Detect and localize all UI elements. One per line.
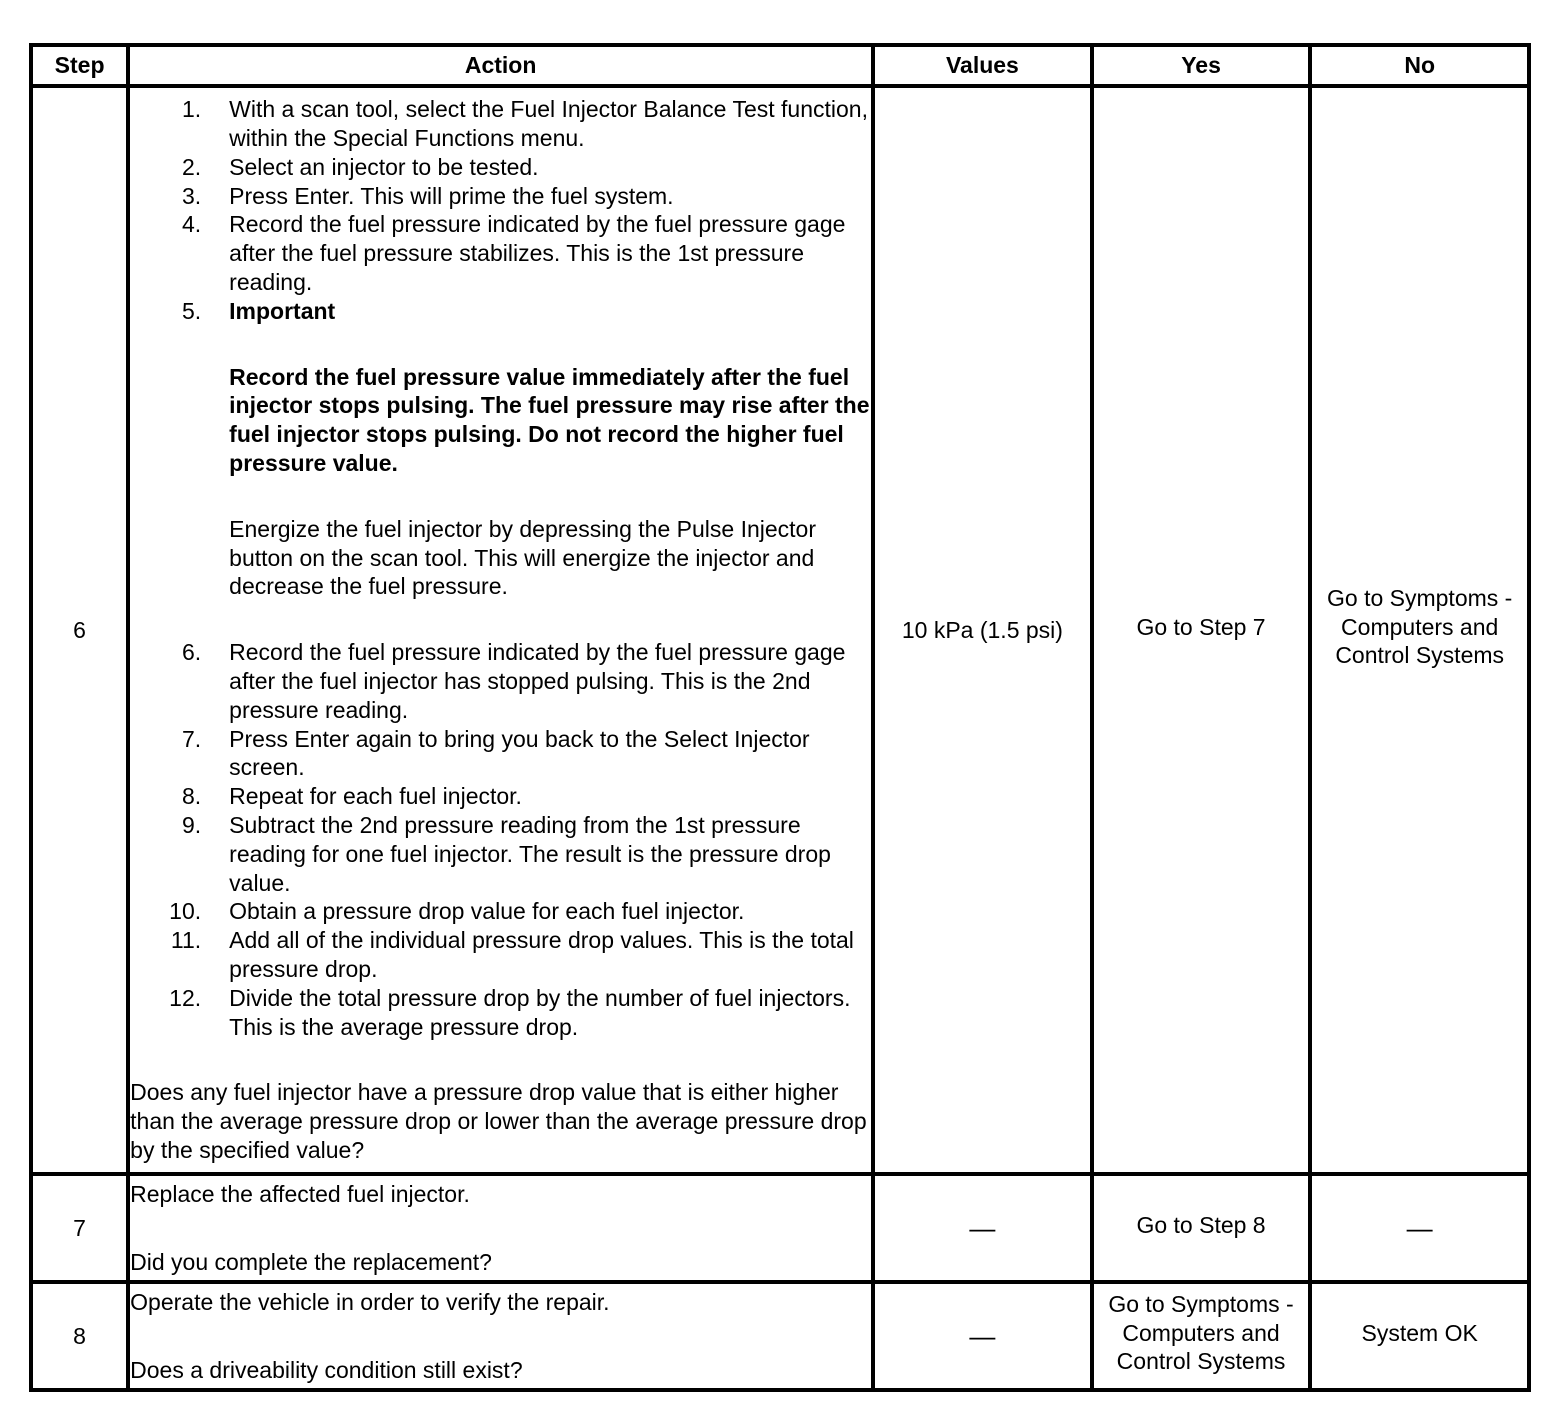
step-number: 7 xyxy=(31,1174,128,1282)
action-text: Replace the affected fuel injector. xyxy=(130,1180,470,1207)
action-cell xyxy=(128,1282,873,1390)
list-item: 4. Record the fuel pressure indicated by the fuel pressure gage after the fuel pressure stabilizes. This is the 1st pressure reading. xyxy=(181,211,846,296)
step-number: 8 xyxy=(31,1282,128,1390)
yes-link[interactable]: Go to Step 7 xyxy=(1136,613,1266,640)
important-note: Record the fuel pressure value immediately after the fuel injector stops pulsing. The fuel pressure may rise after the fuel injector stops pulsing. Do not record the higher fuel pressure value. xyxy=(229,363,870,477)
header-no: No xyxy=(1310,45,1529,86)
value-cell: 10 kPa (1.5 psi) xyxy=(873,86,1092,1174)
yes-link[interactable]: Go to Step 8 xyxy=(1136,1211,1266,1238)
value-cell: — xyxy=(873,1174,1092,1282)
energize-instruction: Energize the fuel injector by depressing the Pulse Injector button on the scan tool. This will energize the injector and decrease the fuel pressure. xyxy=(229,515,816,600)
value-cell: — xyxy=(873,1282,1092,1390)
diagnostic-question: Does any fuel injector have a pressure drop value that is either higher than the average pressure drop or lower than the average pressure drop by the specified value? xyxy=(130,1079,867,1163)
header-action: Action xyxy=(128,45,873,86)
diagnostic-question: Did you complete the replacement? xyxy=(130,1248,492,1275)
list-item: 12. Divide the total pressure drop by the number of fuel injectors. This is the average pressure drop. xyxy=(169,984,851,1040)
diagnostic-table xyxy=(29,43,1531,1392)
action-cell xyxy=(128,1174,873,1282)
list-item: 9. Subtract the 2nd pressure reading from the 1st pressure reading for one fuel injector. The result is the pressure drop value. xyxy=(181,811,831,896)
diagnostic-question: Does a driveability condition still exist? xyxy=(130,1356,523,1383)
yes-cell xyxy=(1092,1174,1311,1282)
important-label: Important xyxy=(229,297,336,324)
table-row xyxy=(31,1174,1529,1282)
header-yes: Yes xyxy=(1092,45,1311,86)
list-item: 10. Obtain a pressure drop value for each fuel injector. xyxy=(169,898,745,925)
no-link[interactable]: System OK xyxy=(1361,1319,1478,1346)
list-item: 11. Add all of the individual pressure drop values. This is the total pressure drop. xyxy=(170,927,854,982)
list-item: 3. Press Enter. This will prime the fuel system. xyxy=(181,182,674,209)
header-row xyxy=(31,45,1529,86)
no-cell xyxy=(1310,1282,1529,1390)
procedure-list xyxy=(130,95,871,1041)
no-cell: — xyxy=(1310,1174,1529,1282)
yes-link[interactable]: Go to Symptoms - Computers and Control Systems xyxy=(1108,1290,1294,1375)
yes-cell xyxy=(1092,86,1311,1174)
yes-cell xyxy=(1092,1282,1311,1390)
list-item: 1. With a scan tool, select the Fuel Injector Balance Test function, within the Special Functions menu. xyxy=(181,96,868,152)
list-item: 8. Repeat for each fuel injector. xyxy=(181,783,522,810)
action-cell xyxy=(128,86,873,1174)
list-item: 5. Important Record the fuel pressure value immediately after the fuel injector stops pulsing. The fuel pressure may rise after the fuel injector stops pulsing. Do not record the higher fuel pressure value. Energize the fuel injector by depressing the Pulse Injector button on the scan tool. This will energize the injector and decrease the fuel pressure. xyxy=(181,297,870,600)
table-row xyxy=(31,1282,1529,1390)
no-link[interactable]: Go to Symptoms - Computers and Control Systems xyxy=(1327,584,1513,669)
no-cell xyxy=(1310,86,1529,1174)
header-step: Step xyxy=(31,45,128,86)
list-item: 2. Select an injector to be tested. xyxy=(181,153,539,180)
step-number: 6 xyxy=(31,86,128,1174)
action-text: Operate the vehicle in order to verify the repair. xyxy=(130,1288,610,1315)
list-item: 7. Press Enter again to bring you back to the Select Injector screen. xyxy=(181,725,810,781)
list-item: 6. Record the fuel pressure indicated by the fuel pressure gage after the fuel injector has stopped pulsing. This is the 2nd pressure reading. xyxy=(181,639,846,723)
header-values: Values xyxy=(873,45,1092,86)
table-row xyxy=(31,86,1529,1174)
